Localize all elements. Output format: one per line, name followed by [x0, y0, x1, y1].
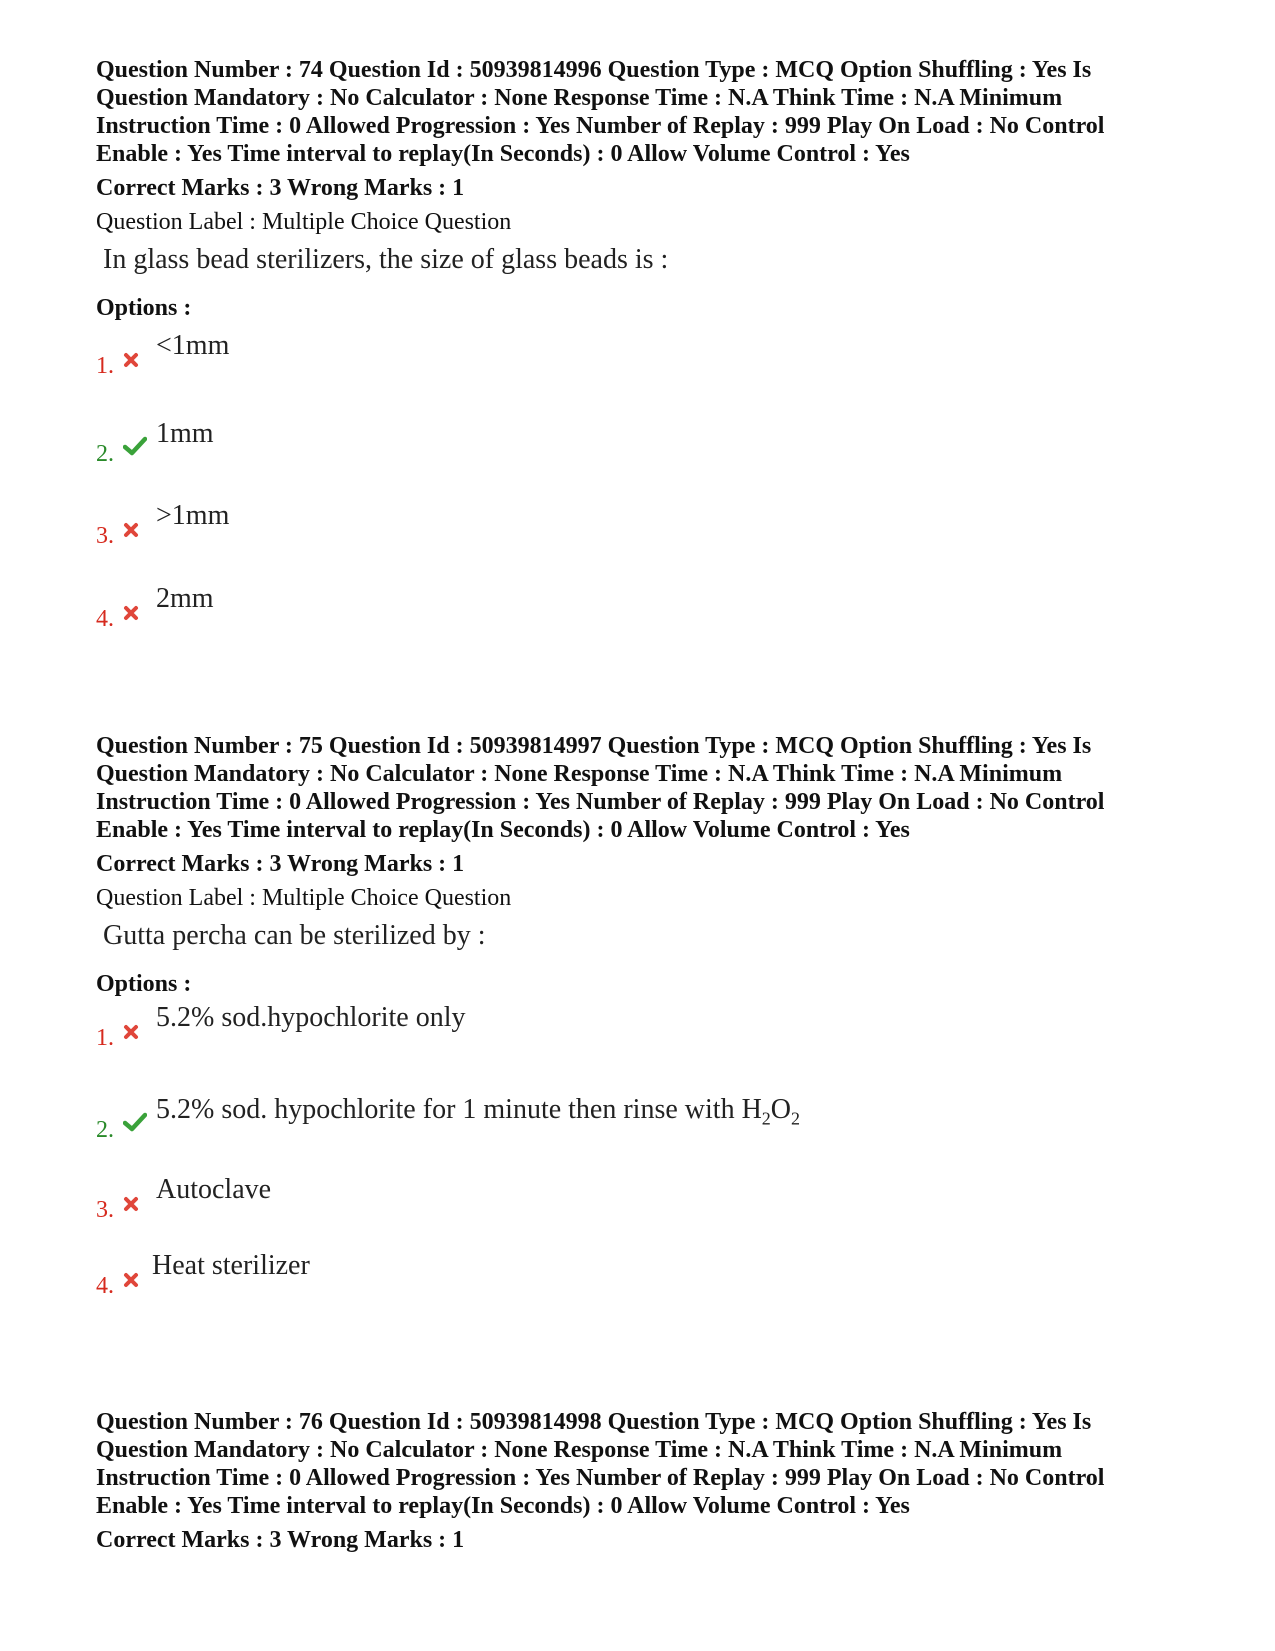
option-text-main: 5.2% sod. hypochlorite for 1 minute then rinse with H — [156, 1094, 762, 1125]
option-text-mid: O — [770, 1094, 792, 1125]
cross-icon — [123, 352, 139, 368]
option-item — [96, 1250, 1096, 1310]
question-meta: Question Number : 75 Question Id : 50939814997 Question Type : MCQ Option Shuffling : Yes Is Question Mandatory : No Calculator : None Response Time : N.A Think Time : N.A Minimum Instruction Time : 0 Allowed Progression : Yes Number of Replay : 999 Play On Load : No Control Enable : Yes Time interval to replay(In Seconds) : 0 Allow Volume Control : Yes — [96, 733, 1105, 843]
options-heading: Options : — [96, 971, 192, 997]
subscript: 2 — [761, 1108, 771, 1129]
option-text: >1mm — [156, 500, 230, 531]
question-meta: Question Number : 76 Question Id : 50939814998 Question Type : MCQ Option Shuffling : Yes Is Question Mandatory : No Calculator : None Response Time : N.A Think Time : N.A Minimum Instruction Time : 0 Allowed Progression : Yes Number of Replay : 999 Play On Load : No Control Enable : Yes Time interval to replay(In Seconds) : 0 Allow Volume Control : Yes — [96, 1409, 1105, 1519]
question-meta: Question Number : 74 Question Id : 50939814996 Question Type : MCQ Option Shuffling : Yes Is Question Mandatory : No Calculator : None Response Time : N.A Think Time : N.A Minimum Instruction Time : 0 Allowed Progression : Yes Number of Replay : 999 Play On Load : No Control Enable : Yes Time interval to replay(In Seconds) : 0 Allow Volume Control : Yes — [96, 57, 1105, 167]
question-label: Question Label : Multiple Choice Question — [96, 209, 512, 235]
option-text: 1mm — [156, 418, 214, 449]
option-text: 2mm — [156, 583, 214, 614]
question-marks: Correct Marks : 3 Wrong Marks : 1 — [96, 851, 465, 877]
cross-icon — [123, 1196, 139, 1212]
options-list — [96, 998, 1176, 1328]
option-item — [96, 500, 1096, 560]
question-label: Question Label : Multiple Choice Question — [96, 885, 512, 911]
question-text: Gutta percha can be sterilized by : — [103, 920, 486, 951]
options-heading: Options : — [96, 295, 192, 321]
check-icon — [123, 436, 147, 456]
options-list — [96, 322, 1176, 652]
cross-icon — [123, 522, 139, 538]
question-text: In glass bead sterilizers, the size of glass beads is : — [103, 244, 669, 275]
option-number: 4. — [96, 606, 114, 632]
question-block — [96, 56, 1176, 652]
option-item — [96, 583, 1096, 643]
option-text: Heat sterilizer — [152, 1250, 310, 1281]
subscript: 2 — [791, 1108, 801, 1129]
question-marks: Correct Marks : 3 Wrong Marks : 1 — [96, 1527, 465, 1553]
option-number: 2. — [96, 441, 114, 467]
option-text: 5.2% sod.hypochlorite only — [156, 1002, 466, 1033]
option-item — [96, 1174, 1096, 1234]
option-item — [96, 1002, 1096, 1062]
option-number: 2. — [96, 1117, 114, 1143]
question-block — [96, 732, 1176, 1328]
cross-icon — [123, 1024, 139, 1040]
check-icon — [123, 1112, 147, 1132]
cross-icon — [123, 1272, 139, 1288]
option-item — [96, 330, 1096, 390]
option-number: 4. — [96, 1273, 114, 1299]
question-marks: Correct Marks : 3 Wrong Marks : 1 — [96, 175, 465, 201]
cross-icon — [123, 605, 139, 621]
option-number: 3. — [96, 523, 114, 549]
option-text: Autoclave — [156, 1174, 272, 1205]
option-text — [156, 1094, 800, 1135]
option-item — [96, 1094, 1096, 1154]
option-number: 1. — [96, 1025, 114, 1051]
question-block — [96, 1408, 1176, 1554]
option-item — [96, 418, 1096, 478]
option-number: 1. — [96, 353, 114, 379]
option-number: 3. — [96, 1197, 114, 1223]
option-text: <1mm — [156, 330, 230, 361]
